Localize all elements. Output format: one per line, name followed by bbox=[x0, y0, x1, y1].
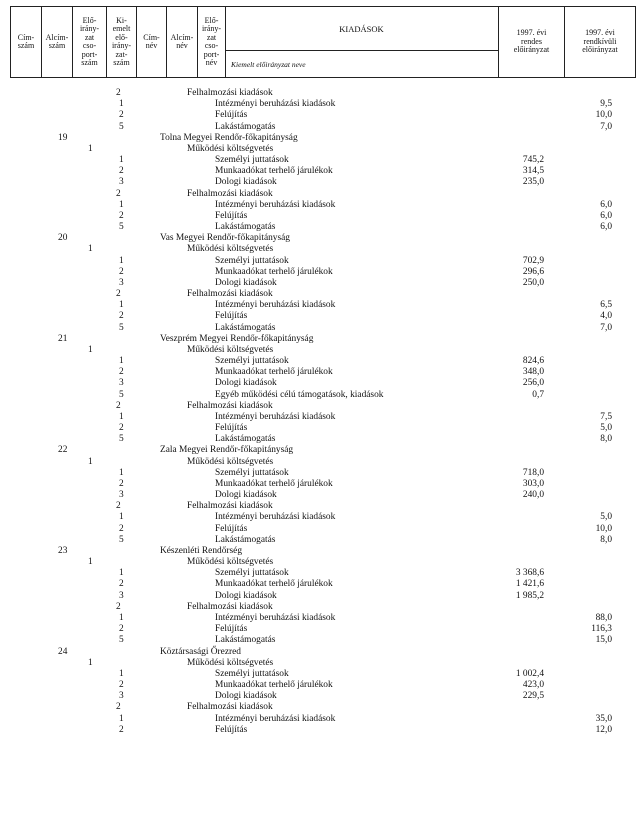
cell-rendes-ertek: 256,0 bbox=[522, 378, 544, 389]
cell-rendes-ertek: 423,0 bbox=[522, 680, 544, 690]
cell-alcim-nev: Működési költségvetés bbox=[187, 557, 274, 568]
cell-eloiranyzat-nev: Munkaadókat terhelő járulékok bbox=[215, 266, 333, 277]
cell-rendkivuli-ertek: 10,0 bbox=[595, 523, 612, 534]
table-row bbox=[0, 334, 641, 346]
table-row bbox=[0, 99, 641, 111]
table-row bbox=[0, 602, 641, 614]
header-alcimnev bbox=[166, 6, 197, 78]
table-header bbox=[10, 6, 636, 78]
cell-rendes-ertek: 348,0 bbox=[522, 367, 544, 378]
cell-rendes-ertek: 240,0 bbox=[522, 490, 544, 501]
cell-kiemelt-szam: 3 bbox=[119, 277, 124, 288]
cell-kiemelt-szam: 1 bbox=[119, 612, 124, 623]
cell-rendes-ertek: 303,0 bbox=[522, 478, 544, 489]
cell-csoportszam: 2 bbox=[116, 289, 121, 300]
cell-kiemelt-szam: 5 bbox=[119, 635, 124, 646]
cell-alcimszam: 1 bbox=[88, 657, 93, 668]
table-row bbox=[0, 591, 641, 603]
table-row bbox=[0, 624, 641, 636]
cell-eloiranyzat-nev: Munkaadókat terhelő járulékok bbox=[215, 579, 333, 590]
table-row bbox=[0, 122, 641, 134]
cell-eloiranyzat-nev: Lakástámogatás bbox=[215, 322, 276, 333]
cell-kiemelt-szam: 1 bbox=[119, 99, 124, 110]
header-rendes-text: 1997. évi rendes előirányzat bbox=[513, 28, 550, 55]
cell-rendkivuli-ertek: 5,0 bbox=[600, 512, 612, 523]
cell-alcim-nev: Felhalmozási kiadások bbox=[187, 702, 273, 713]
table-row bbox=[0, 233, 641, 245]
cell-eloiranyzat-nev: Intézményi beruházási kiadások bbox=[215, 512, 336, 523]
cell-kiemelt-szam: 2 bbox=[119, 624, 124, 635]
table-row bbox=[0, 244, 641, 256]
cell-eloiranyzat-nev: Lakástámogatás bbox=[215, 534, 276, 545]
cell-kiemelt-szam: 1 bbox=[119, 199, 124, 210]
header-cimszam bbox=[10, 6, 41, 78]
header-eloiranyzat-csoportszam-text: Elő- irány- zat cso- port- szám bbox=[79, 15, 100, 67]
cell-eloiranyzat-nev: Felújítás bbox=[215, 523, 248, 534]
cell-rendes-ertek: 702,9 bbox=[522, 255, 544, 266]
cell-rendes-ertek: 0,7 bbox=[532, 389, 544, 400]
table-row bbox=[0, 367, 641, 379]
cell-eloiranyzat-nev: Személyi juttatások bbox=[215, 155, 289, 166]
cell-alcim-nev: Felhalmozási kiadások bbox=[187, 601, 273, 612]
cell-kiemelt-szam: 2 bbox=[119, 210, 124, 221]
cell-cim-nev: Tolna Megyei Rendőr-főkapitányság bbox=[160, 132, 298, 143]
header-alcimnev-text: Alcím- név bbox=[170, 32, 194, 50]
cell-rendes-ertek: 745,2 bbox=[522, 155, 544, 166]
cell-rendkivuli-ertek: 6,0 bbox=[600, 199, 612, 210]
table-row bbox=[0, 211, 641, 223]
cell-eloiranyzat-nev: Dologi kiadások bbox=[215, 378, 277, 389]
cell-alcimszam: 1 bbox=[88, 557, 93, 568]
header-eloiranyzat-csoportnev bbox=[197, 6, 225, 78]
cell-eloiranyzat-nev: Dologi kiadások bbox=[215, 177, 277, 188]
cell-rendkivuli-ertek: 116,3 bbox=[591, 624, 612, 635]
cell-eloiranyzat-nev: Felújítás bbox=[215, 624, 248, 635]
cell-alcim-nev: Felhalmozási kiadások bbox=[187, 188, 273, 199]
cell-csoportszam: 2 bbox=[116, 188, 121, 199]
cell-kiemelt-szam: 1 bbox=[119, 512, 124, 523]
cell-eloiranyzat-nev: Felújítás bbox=[215, 210, 248, 221]
table-row bbox=[0, 702, 641, 714]
cell-rendkivuli-ertek: 7,0 bbox=[600, 121, 612, 132]
table-row bbox=[0, 166, 641, 178]
table-row bbox=[0, 200, 641, 212]
cell-eloiranyzat-nev: Dologi kiadások bbox=[215, 590, 277, 601]
cell-rendes-ertek: 1 985,2 bbox=[515, 590, 544, 601]
table-row bbox=[0, 524, 641, 536]
cell-alcimszam: 1 bbox=[88, 143, 93, 154]
header-cimnev bbox=[136, 6, 166, 78]
cell-kiemelt-szam: 1 bbox=[119, 668, 124, 679]
table-row bbox=[0, 501, 641, 513]
cell-eloiranyzat-nev: Dologi kiadások bbox=[215, 691, 277, 702]
cell-eloiranyzat-nev: Intézményi beruházási kiadások bbox=[215, 199, 336, 210]
cell-rendkivuli-ertek: 8,0 bbox=[600, 534, 612, 545]
cell-alcimszam: 1 bbox=[88, 456, 93, 467]
table-row bbox=[0, 635, 641, 647]
cell-rendes-ertek: 1 002,4 bbox=[515, 668, 544, 679]
cell-rendkivuli-ertek: 10,0 bbox=[595, 110, 612, 121]
cell-rendkivuli-ertek: 6,0 bbox=[600, 222, 612, 233]
table-row bbox=[0, 378, 641, 390]
cell-rendes-ertek: 229,5 bbox=[522, 691, 544, 702]
cell-alcim-nev: Felhalmozási kiadások bbox=[187, 400, 273, 411]
cell-eloiranyzat-nev: Munkaadókat terhelő járulékok bbox=[215, 166, 333, 177]
table-row bbox=[0, 133, 641, 145]
cell-rendkivuli-ertek: 6,0 bbox=[600, 210, 612, 221]
cell-cim-nev: Vas Megyei Rendőr-főkapitányság bbox=[160, 233, 290, 244]
cell-alcim-nev: Működési költségvetés bbox=[187, 244, 274, 255]
header-top-rule bbox=[10, 6, 636, 7]
header-alcimszam-text: Alcím- szám bbox=[45, 32, 69, 50]
cell-cimszam: 20 bbox=[58, 233, 68, 244]
table-row bbox=[0, 323, 641, 335]
header-kiemelt-eloiranyzatszam bbox=[106, 6, 136, 78]
table-row bbox=[0, 110, 641, 122]
cell-kiemelt-szam: 1 bbox=[119, 255, 124, 266]
cell-csoportszam: 2 bbox=[116, 601, 121, 612]
cell-eloiranyzat-nev: Munkaadókat terhelő járulékok bbox=[215, 680, 333, 690]
header-kiemelt-eloiranyzatszam-text: Ki- emelt elő- irány- zat- szám bbox=[111, 15, 132, 67]
cell-kiemelt-szam: 3 bbox=[119, 177, 124, 188]
table-row bbox=[0, 88, 641, 100]
table-row bbox=[0, 155, 641, 167]
cell-eloiranyzat-nev: Személyi juttatások bbox=[215, 467, 289, 478]
cell-eloiranyzat-nev: Intézményi beruházási kiadások bbox=[215, 300, 336, 311]
cell-csoportszam: 2 bbox=[116, 702, 121, 713]
cell-eloiranyzat-nev: Lakástámogatás bbox=[215, 222, 276, 233]
table-row bbox=[0, 479, 641, 491]
cell-rendkivuli-ertek: 7,5 bbox=[600, 411, 612, 422]
cell-rendes-ertek: 296,6 bbox=[522, 266, 544, 277]
table-row bbox=[0, 390, 641, 402]
table-row bbox=[0, 457, 641, 469]
table-row bbox=[0, 557, 641, 569]
cell-kiemelt-szam: 2 bbox=[119, 478, 124, 489]
cell-eloiranyzat-nev: Intézményi beruházási kiadások bbox=[215, 99, 336, 110]
table-row bbox=[0, 613, 641, 625]
cell-kiemelt-szam: 3 bbox=[119, 378, 124, 389]
cell-kiemelt-szam: 5 bbox=[119, 389, 124, 400]
table-row bbox=[0, 579, 641, 591]
cell-cimszam: 23 bbox=[58, 545, 68, 556]
header-cimnev-text: Cím- név bbox=[143, 32, 160, 50]
cell-csoportszam: 2 bbox=[116, 501, 121, 512]
header-kiadasok: KIADÁSOK bbox=[339, 24, 384, 34]
header-rendes bbox=[498, 6, 564, 78]
cell-rendkivuli-ertek: 35,0 bbox=[595, 713, 612, 724]
cell-eloiranyzat-nev: Felújítás bbox=[215, 311, 248, 322]
cell-cimszam: 22 bbox=[58, 445, 68, 456]
cell-eloiranyzat-nev: Dologi kiadások bbox=[215, 277, 277, 288]
cell-alcim-nev: Felhalmozási kiadások bbox=[187, 289, 273, 300]
cell-kiemelt-szam: 2 bbox=[119, 266, 124, 277]
cell-eloiranyzat-nev: Felújítás bbox=[215, 110, 248, 121]
table-row bbox=[0, 445, 641, 457]
table-row bbox=[0, 568, 641, 580]
table-row bbox=[0, 669, 641, 681]
cell-kiemelt-szam: 2 bbox=[119, 523, 124, 534]
cell-eloiranyzat-nev: Munkaadókat terhelő járulékok bbox=[215, 478, 333, 489]
cell-rendkivuli-ertek: 15,0 bbox=[595, 635, 612, 646]
cell-eloiranyzat-nev: Lakástámogatás bbox=[215, 121, 276, 132]
table-row bbox=[0, 300, 641, 312]
cell-rendes-ertek: 235,0 bbox=[522, 177, 544, 188]
table-row bbox=[0, 289, 641, 301]
cell-rendkivuli-ertek: 6,5 bbox=[600, 300, 612, 311]
table-row bbox=[0, 177, 641, 189]
table-row bbox=[0, 546, 641, 558]
cell-alcim-nev: Működési költségvetés bbox=[187, 344, 274, 355]
cell-kiemelt-szam: 1 bbox=[119, 411, 124, 422]
table-row bbox=[0, 714, 641, 726]
header-eloiranyzat-csoportszam bbox=[72, 6, 106, 78]
cell-rendkivuli-ertek: 9,5 bbox=[600, 99, 612, 110]
cell-rendkivuli-ertek: 88,0 bbox=[595, 612, 612, 623]
table-row bbox=[0, 725, 641, 737]
table-row bbox=[0, 412, 641, 424]
header-cimszam-text: Cím- szám bbox=[17, 32, 35, 50]
cell-kiemelt-szam: 2 bbox=[119, 680, 124, 690]
cell-csoportszam: 2 bbox=[116, 88, 121, 98]
table-row bbox=[0, 691, 641, 703]
header-bottom-rule bbox=[10, 77, 636, 78]
cell-kiemelt-szam: 1 bbox=[119, 356, 124, 367]
cell-cimszam: 19 bbox=[58, 132, 68, 143]
cell-kiemelt-szam: 5 bbox=[119, 222, 124, 233]
header-rendkivuli bbox=[564, 6, 636, 78]
cell-kiemelt-szam: 2 bbox=[119, 579, 124, 590]
cell-rendes-ertek: 1 421,6 bbox=[515, 579, 544, 590]
cell-eloiranyzat-nev: Személyi juttatások bbox=[215, 255, 289, 266]
cell-eloiranyzat-nev: Dologi kiadások bbox=[215, 490, 277, 501]
table-row bbox=[0, 658, 641, 670]
cell-eloiranyzat-nev: Intézményi beruházási kiadások bbox=[215, 713, 336, 724]
table-row bbox=[0, 345, 641, 357]
cell-eloiranyzat-nev: Intézményi beruházási kiadások bbox=[215, 411, 336, 422]
cell-eloiranyzat-nev: Felújítás bbox=[215, 724, 248, 735]
cell-kiemelt-szam: 1 bbox=[119, 300, 124, 311]
cell-cim-nev: Veszprém Megyei Rendőr-főkapitányság bbox=[160, 333, 314, 344]
cell-kiemelt-szam: 2 bbox=[119, 423, 124, 434]
cell-eloiranyzat-nev: Egyéb működési célú támogatások, kiadások bbox=[215, 389, 384, 400]
table-row bbox=[0, 311, 641, 323]
cell-kiemelt-szam: 3 bbox=[119, 590, 124, 601]
cell-alcim-nev: Működési költségvetés bbox=[187, 657, 274, 668]
cell-rendkivuli-ertek: 4,0 bbox=[600, 311, 612, 322]
header-inner-rule bbox=[225, 50, 498, 51]
cell-kiemelt-szam: 1 bbox=[119, 568, 124, 579]
cell-eloiranyzat-nev: Lakástámogatás bbox=[215, 635, 276, 646]
cell-kiemelt-szam: 5 bbox=[119, 121, 124, 132]
table-row bbox=[0, 680, 641, 692]
cell-cim-nev: Köztársasági Őrezred bbox=[160, 646, 241, 657]
cell-kiemelt-szam: 1 bbox=[119, 467, 124, 478]
cell-alcimszam: 1 bbox=[88, 344, 93, 355]
table-row bbox=[0, 401, 641, 413]
cell-alcimszam: 1 bbox=[88, 244, 93, 255]
cell-rendkivuli-ertek: 12,0 bbox=[595, 724, 612, 735]
table-row bbox=[0, 434, 641, 446]
cell-rendes-ertek: 824,6 bbox=[522, 356, 544, 367]
table-row bbox=[0, 423, 641, 435]
cell-kiemelt-szam: 3 bbox=[119, 691, 124, 702]
table-row bbox=[0, 535, 641, 547]
cell-alcim-nev: Működési költségvetés bbox=[187, 456, 274, 467]
cell-kiemelt-szam: 2 bbox=[119, 367, 124, 378]
cell-cim-nev: Készenléti Rendőrség bbox=[160, 545, 243, 556]
cell-csoportszam: 2 bbox=[116, 400, 121, 411]
cell-kiemelt-szam: 3 bbox=[119, 490, 124, 501]
header-kiemelt-nev: Kiemelt előirányzat neve bbox=[231, 60, 306, 69]
cell-rendes-ertek: 250,0 bbox=[522, 277, 544, 288]
table-row bbox=[0, 189, 641, 201]
cell-kiemelt-szam: 5 bbox=[119, 322, 124, 333]
table-row bbox=[0, 144, 641, 156]
header-eloiranyzat-csoportnev-text: Elő- irány- zat cso- port- név bbox=[201, 15, 222, 67]
table-row bbox=[0, 267, 641, 279]
header-alcimszam bbox=[41, 6, 72, 78]
cell-rendes-ertek: 3 368,6 bbox=[515, 568, 544, 579]
table-row bbox=[0, 256, 641, 268]
cell-eloiranyzat-nev: Személyi juttatások bbox=[215, 668, 289, 679]
table-row bbox=[0, 278, 641, 290]
cell-eloiranyzat-nev: Felújítás bbox=[215, 423, 248, 434]
cell-kiemelt-szam: 2 bbox=[119, 724, 124, 735]
cell-cimszam: 24 bbox=[58, 646, 68, 657]
table-row bbox=[0, 512, 641, 524]
cell-cimszam: 21 bbox=[58, 333, 68, 344]
table-row bbox=[0, 468, 641, 480]
cell-rendkivuli-ertek: 5,0 bbox=[600, 423, 612, 434]
cell-kiemelt-szam: 1 bbox=[119, 713, 124, 724]
table-row bbox=[0, 647, 641, 659]
table-row bbox=[0, 222, 641, 234]
cell-rendkivuli-ertek: 8,0 bbox=[600, 434, 612, 445]
cell-kiemelt-szam: 5 bbox=[119, 434, 124, 445]
cell-kiemelt-szam: 5 bbox=[119, 534, 124, 545]
cell-kiemelt-szam: 1 bbox=[119, 155, 124, 166]
cell-eloiranyzat-nev: Személyi juttatások bbox=[215, 356, 289, 367]
cell-kiemelt-szam: 2 bbox=[119, 311, 124, 322]
cell-kiemelt-szam: 2 bbox=[119, 166, 124, 177]
cell-alcim-nev: Működési költségvetés bbox=[187, 143, 274, 154]
cell-alcim-nev: Felhalmozási kiadások bbox=[187, 88, 273, 98]
cell-rendes-ertek: 718,0 bbox=[522, 467, 544, 478]
cell-eloiranyzat-nev: Személyi juttatások bbox=[215, 568, 289, 579]
cell-eloiranyzat-nev: Lakástámogatás bbox=[215, 434, 276, 445]
table-row bbox=[0, 490, 641, 502]
cell-kiemelt-szam: 2 bbox=[119, 110, 124, 121]
cell-eloiranyzat-nev: Munkaadókat terhelő járulékok bbox=[215, 367, 333, 378]
table-row bbox=[0, 356, 641, 368]
cell-cim-nev: Zala Megyei Rendőr-főkapitányság bbox=[160, 445, 294, 456]
header-rendkivuli-text: 1997. évi rendkívüli előirányzat bbox=[582, 28, 618, 55]
cell-rendes-ertek: 314,5 bbox=[522, 166, 544, 177]
cell-rendkivuli-ertek: 7,0 bbox=[600, 322, 612, 333]
cell-eloiranyzat-nev: Intézményi beruházási kiadások bbox=[215, 612, 336, 623]
cell-alcim-nev: Felhalmozási kiadások bbox=[187, 501, 273, 512]
